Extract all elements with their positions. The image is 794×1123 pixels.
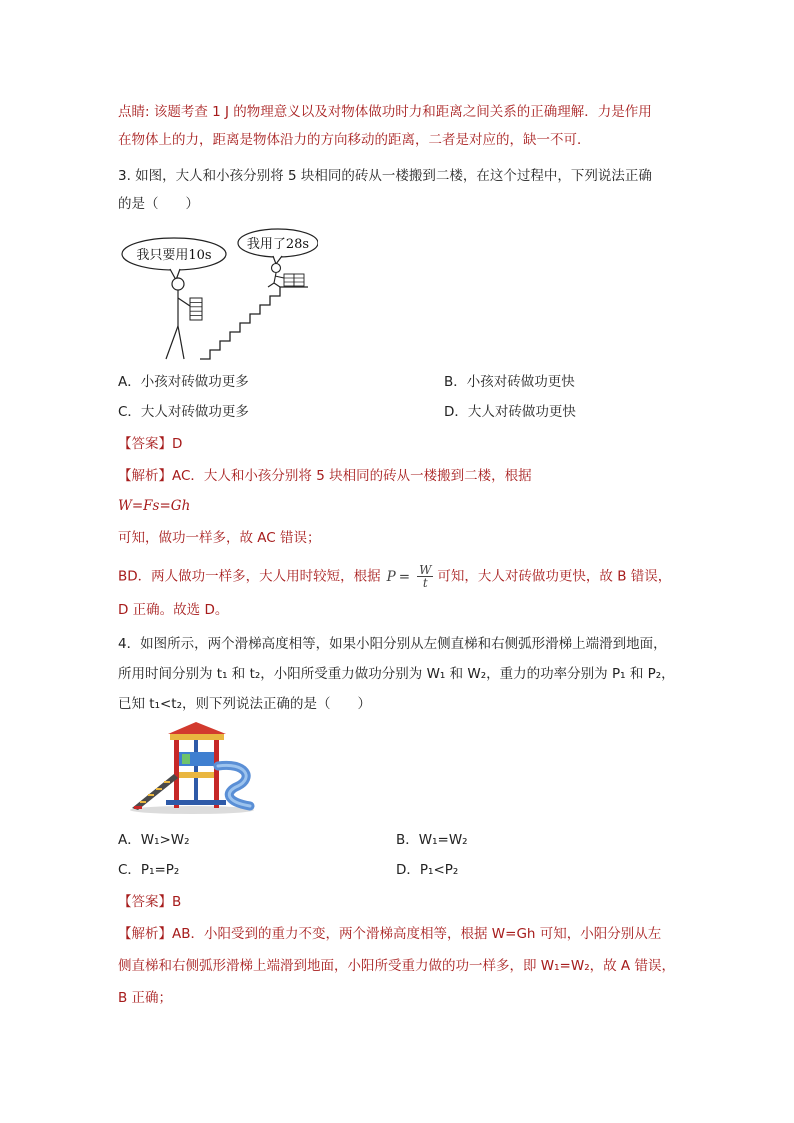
tip-line-2: 在物体上的力，距离是物体沿力的方向移动的距离，二者是对应的，缺一不可． bbox=[118, 132, 591, 148]
child-bubble-text: 我用了28s bbox=[246, 237, 310, 252]
q3-analysis-label: 【解析】 bbox=[118, 468, 172, 484]
q3-option-a: A．小孩对砖做功更多 bbox=[118, 374, 249, 390]
q3-analysis-line-4: D 正确。故选 D。 bbox=[118, 602, 229, 618]
q3-analysis-line-2: 可知，做功一样多，故 AC 错误； bbox=[118, 530, 321, 546]
q4-analysis-line-2: 侧直梯和右侧弧形滑梯上端滑到地面，小阳所受重力做的功一样多，即 W₁=W₂，故 A 错误， bbox=[118, 958, 675, 974]
q3-analysis-text-3b: 可知，大人对砖做功更快，故 B 错误， bbox=[437, 568, 672, 585]
q3-option-d: D．大人对砖做功更快 bbox=[444, 404, 576, 420]
q3-analysis-line-1 bbox=[118, 466, 532, 486]
adult-bubble-text: 我只要用10s bbox=[136, 248, 212, 263]
q4-option-d: D．P₁<P₂ bbox=[396, 862, 459, 878]
q3-option-c: C．大人对砖做功更多 bbox=[118, 404, 249, 420]
q4-analysis-label: 【解析】 bbox=[118, 926, 172, 942]
q3-analysis-text-3a: BD．两人做功一样多，大人用时较短，根据 bbox=[118, 568, 381, 585]
power-symbol: P bbox=[386, 568, 396, 585]
q3-analysis-text-1: AC．大人和小孩分别将 5 块相同的砖从一楼搬到二楼，根据 bbox=[172, 468, 532, 484]
q3-stairs-figure bbox=[118, 226, 318, 366]
q4-option-c: C．P₁=P₂ bbox=[118, 862, 180, 878]
q3-option-b: B．小孩对砖做功更快 bbox=[444, 374, 575, 390]
q4-analysis-line-1 bbox=[118, 924, 661, 944]
q4-option-a: A．W₁>W₂ bbox=[118, 832, 190, 848]
fraction-numerator: W bbox=[419, 563, 432, 577]
fraction-denominator: t bbox=[422, 576, 428, 590]
q3-stem-line-1: 3. 如图，大人和小孩分别将 5 块相同的砖从一楼搬到二楼，在这个过程中，下列说法正确 bbox=[118, 168, 652, 184]
q4-stem-line-3: 已知 t₁<t₂，则下列说法正确的是（ ） bbox=[118, 696, 372, 712]
equals-sign: = bbox=[398, 568, 411, 585]
q4-stem-line-2: 所用时间分别为 t₁ 和 t₂，小阳所受重力做功分别为 W₁ 和 W₂，重力的功率分别为 P₁ 和 P₂， bbox=[118, 666, 675, 682]
q3-stem-line-2: 的是（ ） bbox=[118, 196, 199, 212]
q4-analysis-line-3: B 正确； bbox=[118, 990, 173, 1006]
tip-line-1: 点睛: 该题考查 1 J 的物理意义以及对物体做功时力和距离之间关系的正确理解．力是作用 bbox=[118, 104, 652, 120]
q3-formula: W=Fs=Gh bbox=[118, 498, 191, 514]
q3-answer: 【答案】D bbox=[118, 436, 183, 452]
q4-stem-line-1: 4．如图所示，两个滑梯高度相等，如果小阳分别从左侧直梯和右侧弧形滑梯上端滑到地面， bbox=[118, 636, 667, 652]
q4-answer: 【答案】B bbox=[118, 894, 182, 910]
q4-analysis-text-1: AB．小阳受到的重力不变，两个滑梯高度相等，根据 W=Gh 可知，小阳分别从左 bbox=[172, 926, 662, 942]
q4-option-b: B．W₁=W₂ bbox=[396, 832, 468, 848]
q4-playground-slide-image bbox=[126, 722, 258, 816]
q3-analysis-line-3 bbox=[118, 564, 671, 589]
power-fraction bbox=[417, 564, 433, 589]
